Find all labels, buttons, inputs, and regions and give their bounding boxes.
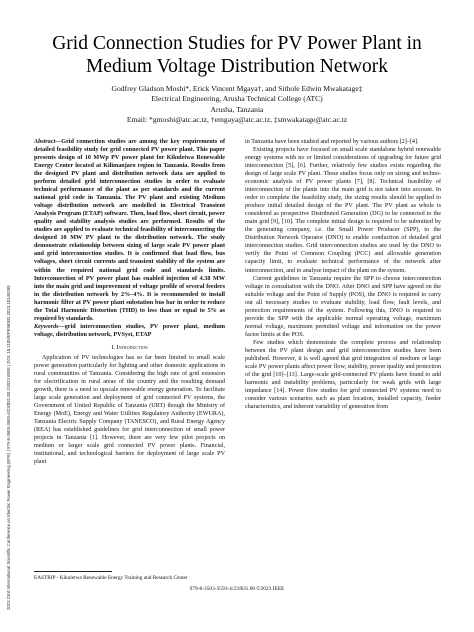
body-paragraph: in Tanzania have been studied and reported by various authors [2]–[4]. bbox=[245, 139, 419, 145]
copyright-line: 979-8-3503-3593-4/23/$31.00 ©2023 IEEE bbox=[189, 586, 285, 592]
paper-title bbox=[24, 32, 450, 78]
right-column bbox=[245, 138, 441, 411]
abstract-label: Abstract bbox=[34, 139, 56, 145]
keywords-label: Keywords bbox=[34, 323, 59, 330]
abstract-text: —Grid connection studies are among the key requirements of detailed feasibility study for grid connected PV power plant. This paper presents design of 10 MWp PV power plant for Kikuletwa Renewable Energy Center located at Kilimanjaro region in Tanzania. Results from the designed PV plant and distribution network data are applied to perform detailed grid interconnection studies in order to evaluate technical performance of the plant as per standards and the current national grid code in Tanzania. The PV plant and existing Medium voltage distribution network are modelled in Electrical Transient Analysis Program (ETAP) software. Then, load flow, short circuit, power quality and stability analysis studies are performed. Results of the studies are applied to evaluate technical feasibility of interconnecting the designed 10 MW PV plant to the distribution network. The study demonstrate relationship between sizing of large scale PV power plant and grid interconnection studies. It is confirmed that load flow, bus voltages, short circuit currents and transient stability of the system are within the required national grid code and standards limits. Interconnection of PV power plant has enabled injection of 4.38 MW into the main grid and improvement of voltage profile of several feeders in the distribution network by 2%–4%. It is recommended to install harmonic filter at PV power plant substation bus bar in order to reduce the Total Harmonic Distortion (THD) to less than or equal to 5% as required by standards. bbox=[34, 139, 225, 322]
footnote-rule bbox=[34, 571, 112, 572]
author-names: Godfrey Gladson Moshi*, Erick Vincent Mgaya†, and Sithole Edwin Mwakatage‡ bbox=[111, 84, 363, 93]
author-emails: Email: *gmoshi@atc.ac.tz, †emgaya@atc.ac.tz, ‡smwakatage@atc.ac.tz bbox=[126, 114, 348, 124]
keywords-text: —grid interconnection studies, PV power plant, medium voltage, distribution network, PVSyst, ETAP bbox=[34, 323, 225, 338]
footnote: EASTRIP - Kikuletwa Renewable Energy Training and Research Center bbox=[34, 575, 188, 581]
title-line: Medium Voltage Distribution Network bbox=[85, 56, 389, 77]
title-line: Grid Connection Studies for PV Power Plant in bbox=[52, 33, 422, 54]
author-block bbox=[24, 84, 450, 125]
section-heading: I. Introduction bbox=[111, 343, 148, 351]
body-paragraph: Current guidelines in Tanzania require the SPP to choose interconnection voltage in consultation with the DNO. After DNO and SPP have agreed on the suitable voltage and the Point of Supply (POS), the DNO is required to carry out all necessary studies to evaluate stability, load flow, fault levels, and protection requirements of the system. Following this, DNO is required to provide the SPP with the applicable normal operating voltage, maximum normal voltage, maximum permitted voltage and information on the power factor limits at the POS. bbox=[245, 275, 441, 338]
side-strip-text: 2023 23rd International Scientific Conference on Electric Power Engineering (EPE) | 979-8-3503-3593-4/23/$31.00 ©2023 IEEE | DOI: 10.1109/EPE58302.2023.10149289 bbox=[6, 285, 11, 610]
keywords bbox=[34, 323, 225, 339]
left-column bbox=[34, 138, 225, 466]
body-paragraph: Application of PV technologies has so far been limited to small scale power generation particularly for lighting and other domestic applications in rural communities of Tanzania. Considering the high rate of grid extension for electrification in rural areas of the country and the resulting demand growth, there is a need to upscale renewable energy generation. To facilitate large scale generation and deployment of grid connected PV systems, the Government of United Republic of Tanzania (URT) though the Ministry of Energy (MoE), Energy and Water Utilities Regulatory Authority (EWURA), Tanzania Electric Supply Company (TANESCO), and Rural Energy Agency (REA) has established guidelines for grid interconnection of small power projects in Tanzania [1]. However, there are very few pilot projects on medium or larger scale grid connected PV power plants. Financial, institutional, and technological barriers for deployment of large scale PV plant bbox=[34, 354, 225, 466]
location: Arusha, Tanzania bbox=[210, 104, 264, 114]
body-paragraph: Few studies which demonstrate the complete process and relationship between the PV plant design and grid interconnection studies have been published. However, it is well agreed that grid integration of medium or large scale PV power plants affect power flow, stability, power quality and protection of the grid [10]–[13]. Large-scale grid-connected PV plants have found to add harmonic and instability problems, particularly for weak grids with large impedance [14]. Power flow studies for grid connected PV systems need to consider various scenarios such as plant location, installed capacity, feeder characteristics, and inherent variability of generation from bbox=[245, 339, 441, 411]
side-strip bbox=[1, 90, 11, 610]
abstract bbox=[34, 138, 225, 323]
affiliation: Electrical Engineering, Arusha Technical College (ATC) bbox=[151, 94, 323, 104]
body-paragraph: Existing projects have focused on small scale standalone hybrid renewable energy systems with no or limited considerations of upgrading for future grid interconnection [5], [6]. Further, relatively few studies exists regarding the design of large scale PV plant. These studies focus only on sizing and techno-economic analysis of PV power plants [7], [8]. Technical feasibility of interconnection of the plants into the main grid is not taken into account. In order to complete the feasibility study, the sizing results should be applied to produce initial detailed design of the PV plant. The PV plant as whole is considered as prospective Distributed Generation (DG) to be connected to the main grid [9], [10]. The complete initial design is required to be submitted by the generating company, i.e. the Small Power Producer (SPP), to the Distribution Network Operator (DNO) to enable conduction of detailed grid interconnection studies. Grid interconnection studies are used by the DNO to verify the Point of Common Coupling (PCC) and allowable generation capacity limit, to evaluate technical performance of the network after interconnection, and to analyse impact of the plant on the system. bbox=[245, 147, 441, 274]
